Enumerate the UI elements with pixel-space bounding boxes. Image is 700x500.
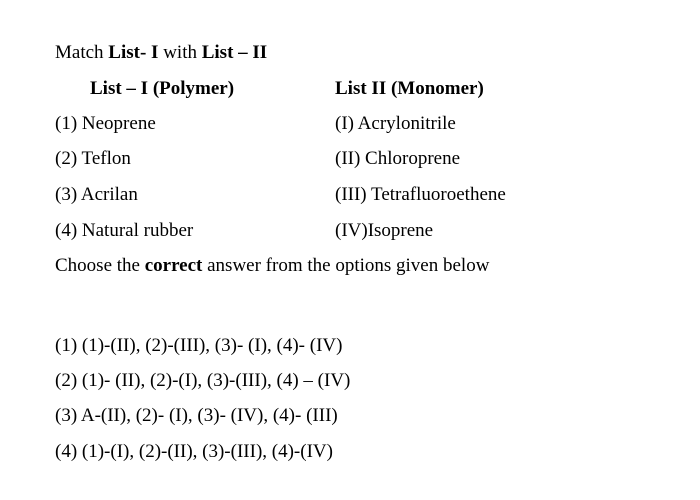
instruction-middle: with [158,42,202,63]
monomer-item: (I) Acrylonitrile [335,113,456,134]
monomer-item: (IV)Isoprene [335,220,434,241]
prompt-bold-word: correct [144,255,203,276]
polymer-item: (3) Acrilan [55,184,138,205]
list-1-header: List – I (Polymer) [90,78,235,99]
answer-prompt [55,255,489,277]
prompt-prefix: Choose the [55,255,145,276]
answer-option-3[interactable]: (3) A-(II), (2)- (I), (3)- (IV), (4)- (III) [55,405,338,426]
monomer-item: (III) Tetrafluoroethene [335,184,506,205]
answer-option-2[interactable]: (2) (1)- (II), (2)-(I), (3)-(III), (4) – (IV) [55,370,351,391]
monomer-item: (II) Chloroprene [335,148,461,169]
list-1-label: List- I [108,42,159,63]
polymer-item: (1) Neoprene [55,113,156,134]
answer-option-1[interactable]: (1) (1)-(II), (2)-(III), (3)- (I), (4)- (IV) [55,335,343,356]
instruction-prefix: Match [55,42,109,63]
prompt-suffix: answer from the options given below [202,255,490,276]
list-2-label: List – II [201,42,268,63]
polymer-item: (2) Teflon [55,148,131,169]
question-instruction [55,42,267,64]
polymer-item: (4) Natural rubber [55,220,194,241]
list-2-header: List II (Monomer) [335,78,484,99]
answer-option-4[interactable]: (4) (1)-(I), (2)-(II), (3)-(III), (4)-(IV) [55,441,333,462]
